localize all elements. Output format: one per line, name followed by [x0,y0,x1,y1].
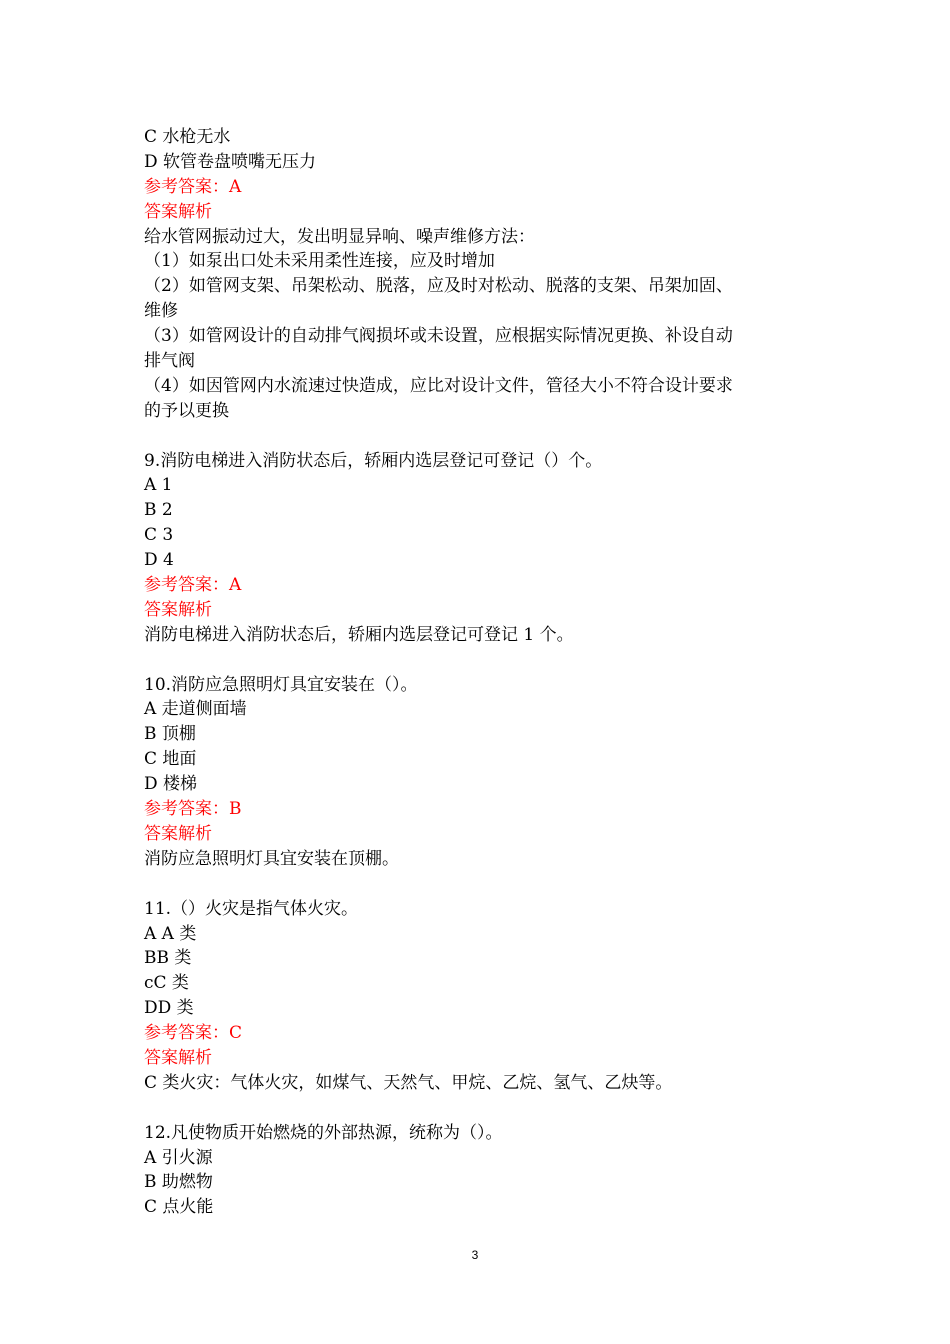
prev-analysis-line: （1）如泵出口处未采用柔性连接，应及时增加 [144,251,495,272]
analysis-text: 消防应急照明灯具宜安装在顶棚。 [144,848,399,869]
analysis-label: 答案解析 [144,599,212,620]
answer-label: 参考答案：A [144,575,242,596]
analysis-text: C 类火灾：气体火灾，如煤气、天然气、甲烷、乙烷、氢气、乙炔等。 [144,1072,673,1093]
question-stem: 11.（）火灾是指气体火灾。 [144,898,359,919]
question-option: BB 类 [144,948,192,969]
document-content [144,125,814,1220]
prev-analysis-line: （3）如管网设计的自动排气阀损坏或未设置，应根据实际情况更换、补设自动 [144,326,733,347]
analysis-label: 答案解析 [144,1047,212,1068]
question-option: C 3 [144,525,174,546]
prev-analysis-line: 的予以更换 [144,400,229,421]
prev-analysis-line: （2）如管网支架、吊架松动、脱落，应及时对松动、脱落的支架、吊架加固、 [144,276,733,297]
question-option: B 助燃物 [144,1172,213,1193]
spacer [144,424,814,449]
question-option: cC 类 [144,973,189,994]
prev-option-d: D 软管卷盘喷嘴无压力 [144,151,317,172]
question-stem: 10.消防应急照明灯具宜安装在（）。 [144,674,418,695]
question-stem: 9.消防电梯进入消防状态后，轿厢内选层登记可登记（）个。 [144,450,603,471]
answer-label: 参考答案：C [144,1023,243,1044]
prev-analysis-label: 答案解析 [144,201,212,222]
question-option: C 地面 [144,749,197,770]
prev-analysis-line: 排气阀 [144,351,195,372]
prev-option-c: C 水枪无水 [144,127,231,147]
prev-analysis-line: （4）如因管网内水流速过快造成，应比对设计文件，管径大小不符合设计要求 [144,375,733,396]
prev-analysis-line: 维修 [144,301,178,322]
question-option: D 楼梯 [144,774,198,795]
prev-analysis-line: 给水管网振动过大，发出明显异响、噪声维修方法： [144,226,535,247]
spacer [144,872,814,897]
analysis-text: 消防电梯进入消防状态后，轿厢内选层登记可登记 1 个。 [144,624,574,645]
answer-label: 参考答案：B [144,799,242,820]
question-option: B 顶棚 [144,724,196,745]
question-stem: 12.凡使物质开始燃烧的外部热源，统称为（）。 [144,1122,503,1143]
question-option: C 点火能 [144,1197,214,1218]
question-option: A 1 [144,475,173,496]
question-option: D 4 [144,550,174,571]
spacer [144,1096,814,1121]
question-option: B 2 [144,500,173,521]
question-option: A 走道侧面墙 [144,699,247,720]
analysis-label: 答案解析 [144,823,212,844]
question-option: A A 类 [144,923,197,944]
page-number: 3 [471,1248,479,1262]
spacer [144,648,814,673]
question-option: A 引火源 [144,1147,213,1168]
prev-answer-label: 参考答案：A [144,176,242,197]
question-option: DD 类 [144,998,194,1019]
